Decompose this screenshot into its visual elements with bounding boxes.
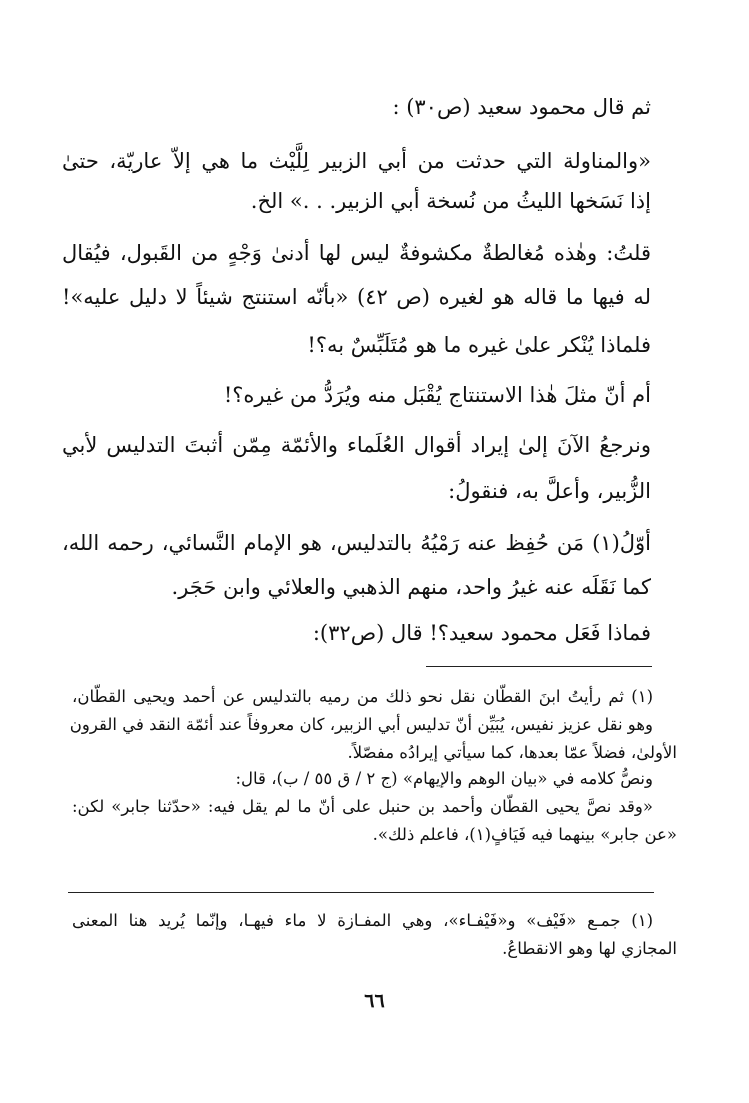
footnote-1-line-1: (١) ثم رأيتُ ابنَ القطّان نقل نحو ذلك من رميه بالتدليس عن أحمد ويحيى القطّان،: [72, 687, 653, 706]
footnote-1-line-5: «وقد نصَّ يحيى القطّان وأحمد بن حنبل على أنّ ما لم يقل فيه: «حدّثنا جابر» لكن:: [72, 797, 653, 816]
text-line-8: ونرجعُ الآنَ إلىٰ إيراد أقوال العُلَماء والأئمّة مِمّن أثبتَ التدليس لأبي: [62, 433, 651, 457]
text-line-2: «والمناولة التي حدثت من أبي الزبير لِلَّيْث ما هي إلاّ عاريّة، حتىٰ: [62, 149, 651, 173]
footnote-1-line-2: وهو نقل عزيز نفيس، يُبَيِّن أنّ تدليس أبي الزبير، كان معروفاً عند أئمّة النقد في القرون: [69, 715, 653, 734]
footnote-2-line-2: المجازي لها وهو الانقطاعُ.: [502, 939, 677, 958]
text-line-4: قلتُ: وهٰذه مُغالطةٌ مكشوفةٌ ليس لها أدنىٰ وَجْهٍ من القَبول، فيُقال: [62, 241, 651, 265]
text-line-3: إذا نَسَخها الليثُ من نُسخة أبي الزبير. . .» الخ.: [250, 189, 651, 213]
footnote-2-line-1: (١) جمـع «فَيْف» و«فَيْفـاء»، وهي المفـازة لا ماء فيهـا، وإنّما يُريد هنا المعنى: [72, 911, 653, 930]
text-line-5: له فيها ما قاله هو لغيره (ص ٤٢) «بأنّه استنتج شيئاً لا دليل عليه»!: [62, 285, 651, 309]
text-line-1: ثم قال محمود سعيد (ص٣٠) :: [392, 95, 651, 119]
footnote-divider-2: [68, 892, 654, 893]
footnote-1-line-4: ونصُّ كلامه في «بيان الوهم والإيهام» (ج ٢ / ق ٥٥ / ب)، قال:: [235, 769, 653, 788]
text-line-7: أم أنّ مثلَ هٰذا الاستنتاج يُقْبَل منه ويُرَدُّ من غيره؟!: [223, 383, 651, 407]
page-number: ٦٦: [364, 990, 385, 1012]
footnote-1-line-3: الأولىٰ، فضلاً عمّا بعدها، كما سيأتي إيرادُه مفصّلاً.: [347, 743, 677, 762]
footnote-divider-1: [426, 666, 652, 667]
text-line-9: الزُّبير، وأعلَّ به، فنقولُ:: [448, 479, 651, 503]
text-line-11: كما نَقَلَه عنه غيرُ واحد، منهم الذهبي والعلائي وابن حَجَر.: [171, 575, 651, 599]
text-line-12: فماذا فَعَل محمود سعيد؟! قال (ص٣٢):: [312, 621, 651, 645]
text-line-6: فلماذا يُنْكر علىٰ غيره ما هو مُتَلَبِّسٌ به؟!: [307, 333, 651, 357]
footnote-1-line-6: «عن جابر» بينهما فيه فَيَافٍ(١)، فاعلم ذلك».: [372, 825, 677, 844]
text-line-10: أوّلُ(١) مَن حُفِظ عنه رَمْيُهُ بالتدليس، هو الإمام النَّسائي، رحمه الله،: [62, 531, 651, 555]
